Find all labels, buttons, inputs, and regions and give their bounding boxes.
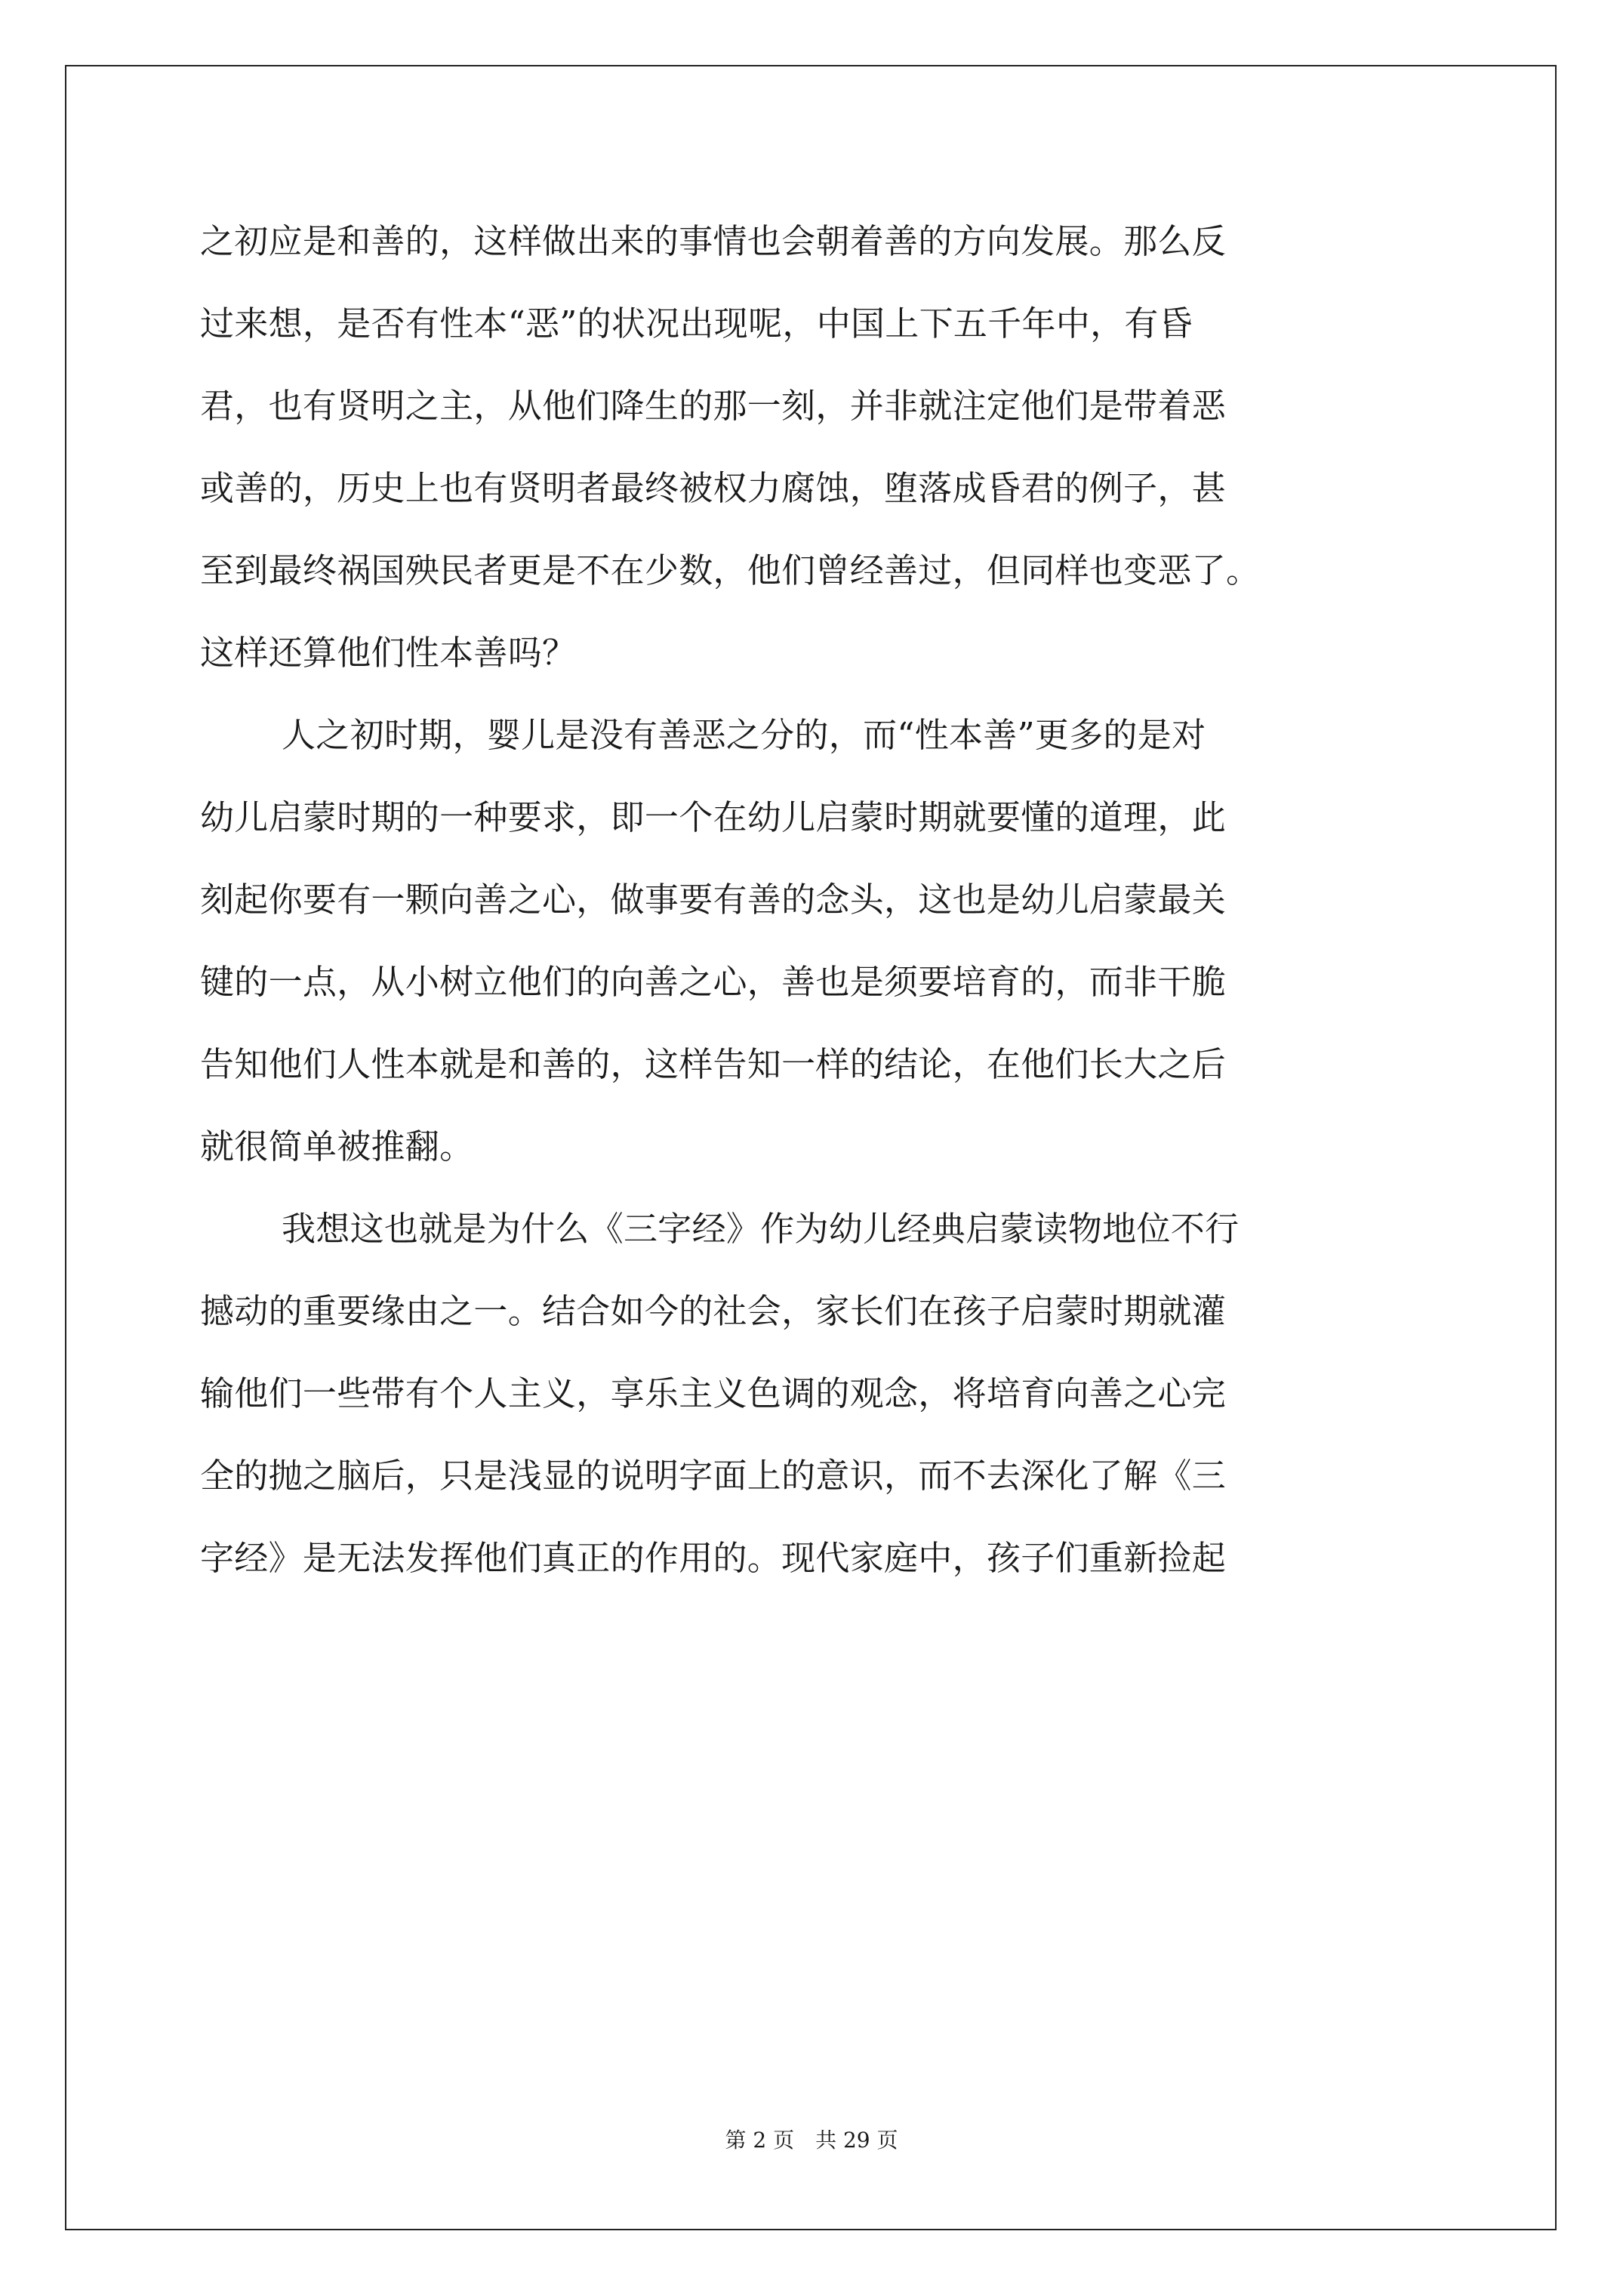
text-line: 字经》是无法发挥他们真正的作用的。现代家庭中，孩子们重新捡起 bbox=[200, 1538, 1227, 1578]
text-line: 之初应是和善的，这样做出来的事情也会朝着善的方向发展。那么反 bbox=[200, 221, 1227, 261]
text-line: 幼儿启蒙时期的一种要求，即一个在幼儿启蒙时期就要懂的道理，此 bbox=[200, 797, 1227, 837]
text-line: 君，也有贤明之主，从他们降生的那一刻，并非就注定他们是带着恶 bbox=[200, 386, 1227, 426]
page-number-current: 第 2 页 bbox=[725, 2128, 795, 2153]
text-line: 或善的，历史上也有贤明者最终被权力腐蚀，堕落成昏君的例子，甚 bbox=[200, 468, 1227, 508]
paragraph-first-line: 我想这也就是为什么《三字经》作为幼儿经典启蒙读物地位不行 bbox=[282, 1209, 1240, 1249]
page-footer bbox=[0, 2125, 1623, 2156]
text-line: 告知他们人性本就是和善的，这样告知一样的结论，在他们长大之后 bbox=[200, 1044, 1227, 1084]
document-body bbox=[200, 200, 1446, 1599]
page-number-total: 共 29 页 bbox=[815, 2128, 898, 2153]
text-line: 键的一点，从小树立他们的向善之心，善也是须要培育的，而非干脆 bbox=[200, 962, 1227, 1002]
text-line: 刻起你要有一颗向善之心，做事要有善的念头，这也是幼儿启蒙最关 bbox=[200, 880, 1227, 920]
text-line: 至到最终祸国殃民者更是不在少数，他们曾经善过，但同样也变恶了。 bbox=[200, 550, 1261, 590]
text-line: 撼动的重要缘由之一。结合如今的社会，家长们在孩子启蒙时期就灌 bbox=[200, 1291, 1227, 1331]
paragraph-first-line: 人之初时期，婴儿是没有善恶之分的，而“性本善”更多的是对 bbox=[282, 715, 1206, 755]
text-line: 全的抛之脑后，只是浅显的说明字面上的意识，而不去深化了解《三 bbox=[200, 1456, 1227, 1496]
text-line: 这样还算他们性本善吗？ bbox=[200, 633, 577, 673]
text-line: 输他们一些带有个人主义，享乐主义色调的观念，将培育向善之心完 bbox=[200, 1373, 1227, 1413]
text-line: 就很简单被推翻。 bbox=[200, 1126, 474, 1166]
text-line: 过来想，是否有性本“恶”的状况出现呢，中国上下五千年中，有昏 bbox=[200, 304, 1193, 344]
